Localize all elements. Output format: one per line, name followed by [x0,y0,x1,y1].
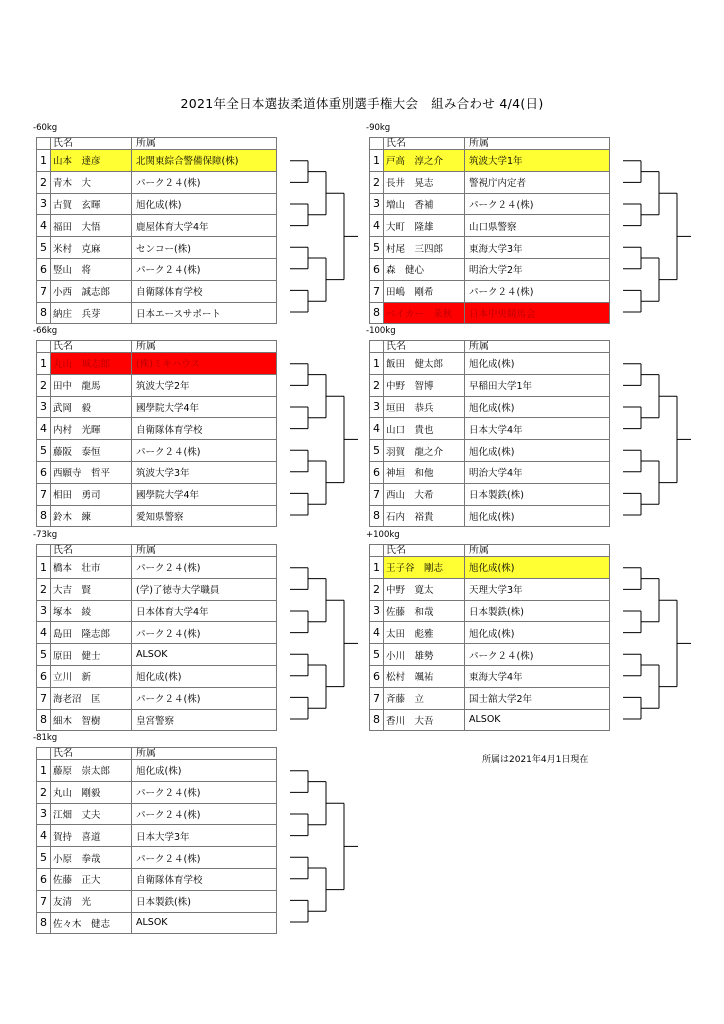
seed-number: 3 [37,193,51,215]
athlete-name: 香川 大吾 [384,709,465,731]
seed-number: 3 [370,600,384,622]
athlete-name: 米村 克麻 [51,237,132,259]
athlete-affiliation: 愛知県警察 [132,505,277,527]
athlete-affiliation: パーク２４(株) [132,622,277,644]
header-name: 氏名 [384,341,465,353]
seed-number: 1 [37,150,51,172]
seed-number: 1 [37,353,51,375]
athlete-name: 松村 颯祐 [384,665,465,687]
bracket-lines [36,137,156,337]
athlete-name: 大町 隆雄 [384,215,465,237]
seed-number: 7 [37,687,51,709]
weight-category: -81kg [33,733,58,743]
athlete-name: 海老沼 匡 [51,687,132,709]
seed-number: 4 [370,418,384,440]
athlete-affiliation: 筑波大学3年 [132,461,277,483]
seed-number: 4 [370,215,384,237]
header-affiliation: 所属 [465,545,610,557]
athlete-name: 田中 龍馬 [51,374,132,396]
athlete-affiliation: 自衛隊体育学校 [132,418,277,440]
athlete-name: 古賀 玄暉 [51,193,132,215]
athlete-name: 大吉 賢 [51,578,132,600]
athlete-affiliation: 國學院大学4年 [132,396,277,418]
athlete-affiliation: パーク２４(株) [465,193,610,215]
seed-number: 8 [370,505,384,527]
header-affiliation: 所属 [465,341,610,353]
athlete-name: 増山 香補 [384,193,465,215]
seed-number: 5 [37,644,51,666]
athlete-name: 小西 誠志郎 [51,280,132,302]
athlete-name: 小川 雄勢 [384,644,465,666]
bracket-lines [369,544,489,744]
athlete-affiliation: 天理大学3年 [465,578,610,600]
seed-number: 5 [370,440,384,462]
header-affiliation: 所属 [132,138,277,150]
athlete-name: 江畑 丈夫 [51,803,132,825]
athlete-name: 小原 拳哉 [51,847,132,869]
seed-number: 8 [37,709,51,731]
bracket-minus73kg [33,530,277,731]
athlete-name: 佐々木 健志 [51,912,132,934]
athlete-affiliation: センコー(株) [132,237,277,259]
athlete-name: 鈴木 練 [51,505,132,527]
bracket-lines [36,747,156,947]
header-name: 氏名 [51,138,132,150]
header-name: 氏名 [51,341,132,353]
bracket-lines [369,340,489,540]
seed-number: 8 [37,302,51,324]
athlete-affiliation: 旭化成(株) [465,440,610,462]
athlete-name: 佐藤 正大 [51,868,132,890]
bracket-lines [369,137,489,337]
seed-number: 2 [37,374,51,396]
seed-number: 1 [370,557,384,579]
athlete-name: 石内 裕貴 [384,505,465,527]
athlete-affiliation: 東海大学4年 [465,665,610,687]
athlete-affiliation: 山口県警察 [465,215,610,237]
athlete-affiliation: パーク２４(株) [465,644,610,666]
seed-number: 8 [37,505,51,527]
header-affiliation: 所属 [132,341,277,353]
seed-number: 6 [37,868,51,890]
athlete-name: 森 健心 [384,258,465,280]
athlete-affiliation: 日本大学3年 [132,825,277,847]
seed-number: 1 [370,353,384,375]
seed-number: 1 [37,557,51,579]
athlete-name: 佐藤 和哉 [384,600,465,622]
seed-number: 4 [37,215,51,237]
seed-number: 6 [370,461,384,483]
athlete-affiliation: 鹿屋体育大学4年 [132,215,277,237]
seed-number: 6 [370,665,384,687]
weight-category: -100kg [366,326,396,336]
page-title: 2021年全日本選抜柔道体重別選手権大会 組み合わせ 4/4(日) [180,96,544,111]
athlete-name: 長井 晃志 [384,171,465,193]
athlete-name: 賀持 喜道 [51,825,132,847]
athlete-affiliation: 旭化成(株) [132,760,277,782]
athlete-name: 福田 大悟 [51,215,132,237]
athlete-affiliation: 旭化成(株) [465,396,610,418]
bracket-plus100kg [366,530,610,731]
seed-number: 6 [37,461,51,483]
athlete-name: 納庄 兵芽 [51,302,132,324]
athlete-name: 島田 隆志郎 [51,622,132,644]
seed-number: 7 [370,280,384,302]
athlete-affiliation: 東海大学3年 [465,237,610,259]
seed-number: 3 [37,600,51,622]
athlete-affiliation: 自衛隊体育学校 [132,280,277,302]
athlete-affiliation: 旭化成(株) [465,353,610,375]
athlete-affiliation: ALSOK [132,912,277,934]
seed-number: 2 [370,374,384,396]
athlete-name: 竪山 将 [51,258,132,280]
athlete-name: 内村 光暉 [51,418,132,440]
seed-number: 8 [370,709,384,731]
athlete-name: 藤原 崇太郎 [51,760,132,782]
athlete-affiliation: 日本大学4年 [465,418,610,440]
seed-number: 6 [37,258,51,280]
athlete-affiliation: 旭化成(株) [465,622,610,644]
athlete-name: ベイカー 茉秋 [384,302,465,324]
athlete-name: 細木 智樹 [51,709,132,731]
athlete-affiliation: パーク２４(株) [132,557,277,579]
seed-number: 5 [370,644,384,666]
bracket-lines [36,544,156,744]
athlete-name: 戸高 淳之介 [384,150,465,172]
athlete-affiliation: 旭化成(株) [132,665,277,687]
athlete-name: 立川 新 [51,665,132,687]
header-name: 氏名 [384,138,465,150]
seed-number: 4 [37,622,51,644]
athlete-affiliation: ALSOK [132,644,277,666]
athlete-affiliation: 北関東綜合警備保障(株) [132,150,277,172]
athlete-affiliation: 筑波大学2年 [132,374,277,396]
weight-category: -90kg [366,123,391,133]
seed-number: 2 [37,171,51,193]
bracket-minus60kg [33,123,277,324]
athlete-affiliation: パーク２４(株) [465,280,610,302]
seed-number: 8 [370,302,384,324]
seed-number: 7 [370,687,384,709]
seed-number: 5 [370,237,384,259]
athlete-name: 中野 智博 [384,374,465,396]
header-name: 氏名 [51,748,132,760]
athlete-affiliation: 日本製鉄(株) [132,890,277,912]
athlete-name: 神垣 和他 [384,461,465,483]
header-affiliation: 所属 [132,545,277,557]
seed-number: 3 [370,396,384,418]
athlete-name: 原田 健士 [51,644,132,666]
header-affiliation: 所属 [465,138,610,150]
athlete-affiliation: パーク２４(株) [132,803,277,825]
athlete-affiliation: 日本製鉄(株) [465,600,610,622]
seed-number: 5 [37,237,51,259]
athlete-affiliation: 自衛隊体育学校 [132,868,277,890]
athlete-affiliation: (学)了徳寺大学職員 [132,578,277,600]
athlete-affiliation: パーク２４(株) [132,171,277,193]
athlete-name: 塚本 綾 [51,600,132,622]
athlete-name: 斉藤 立 [384,687,465,709]
header-affiliation: 所属 [132,748,277,760]
seed-number: 6 [370,258,384,280]
athlete-name: 山本 達彦 [51,150,132,172]
seed-number: 8 [37,912,51,934]
athlete-affiliation: 旭化成(株) [465,557,610,579]
seed-number: 2 [370,171,384,193]
seed-number: 2 [37,578,51,600]
bracket-minus81kg [33,733,277,934]
athlete-name: 村尾 三四郎 [384,237,465,259]
athlete-affiliation: パーク２４(株) [132,258,277,280]
weight-category: -60kg [33,123,58,133]
seed-number: 6 [37,665,51,687]
athlete-affiliation: 日本製鉄(株) [465,483,610,505]
athlete-affiliation: (株)ミキハウス [132,353,277,375]
athlete-affiliation: 日本体育大学4年 [132,600,277,622]
seed-number: 4 [37,825,51,847]
athlete-name: 丸山 城志郎 [51,353,132,375]
weight-category: -73kg [33,530,58,540]
seed-number: 1 [37,760,51,782]
athlete-affiliation: パーク２４(株) [132,781,277,803]
bracket-minus100kg [366,326,610,527]
affiliation-note: 所属は2021年4月1日現在 [482,755,589,765]
athlete-affiliation: 筑波大学1年 [465,150,610,172]
athlete-affiliation: パーク２４(株) [132,847,277,869]
athlete-name: 垣田 恭兵 [384,396,465,418]
seed-number: 4 [37,418,51,440]
athlete-name: 藤阪 泰恒 [51,440,132,462]
athlete-name: 橋本 壮市 [51,557,132,579]
athlete-name: 太田 彪雅 [384,622,465,644]
weight-category: +100kg [366,530,400,540]
athlete-affiliation: 明治大学4年 [465,461,610,483]
seed-number: 2 [370,578,384,600]
seed-number: 2 [37,781,51,803]
seed-number: 5 [37,847,51,869]
athlete-affiliation: 旭化成(株) [465,505,610,527]
seed-number: 4 [370,622,384,644]
athlete-affiliation: ALSOK [465,709,610,731]
seed-number: 5 [37,440,51,462]
athlete-affiliation: 警視庁内定者 [465,171,610,193]
athlete-affiliation: パーク２４(株) [132,687,277,709]
weight-category: -66kg [33,326,58,336]
header-name: 氏名 [384,545,465,557]
athlete-name: 武岡 毅 [51,396,132,418]
athlete-affiliation: 早稲田大学1年 [465,374,610,396]
seed-number: 3 [370,193,384,215]
seed-number: 1 [370,150,384,172]
bracket-minus90kg [366,123,610,324]
athlete-affiliation: 旭化成(株) [132,193,277,215]
seed-number: 7 [37,280,51,302]
athlete-name: 青木 大 [51,171,132,193]
seed-number: 3 [37,396,51,418]
athlete-name: 王子谷 剛志 [384,557,465,579]
athlete-affiliation: 国士舘大学2年 [465,687,610,709]
athlete-name: 西山 大希 [384,483,465,505]
athlete-affiliation: 皇宮警察 [132,709,277,731]
bracket-lines [36,340,156,540]
seed-number: 7 [370,483,384,505]
athlete-name: 丸山 剛毅 [51,781,132,803]
athlete-affiliation: 國學院大学4年 [132,483,277,505]
seed-number: 7 [37,890,51,912]
athlete-name: 中野 寛太 [384,578,465,600]
seed-number: 3 [37,803,51,825]
athlete-name: 友清 光 [51,890,132,912]
athlete-name: 相田 勇司 [51,483,132,505]
athlete-affiliation: 明治大学2年 [465,258,610,280]
athlete-name: 羽賀 龍之介 [384,440,465,462]
athlete-name: 西願寺 哲平 [51,461,132,483]
athlete-affiliation: パーク２４(株) [132,440,277,462]
athlete-name: 山口 貴也 [384,418,465,440]
athlete-name: 飯田 健太郎 [384,353,465,375]
seed-number: 7 [37,483,51,505]
bracket-minus66kg [33,326,277,527]
athlete-name: 田嶋 剛希 [384,280,465,302]
athlete-affiliation: 日本エースサポート [132,302,277,324]
athlete-affiliation: 日本中央競馬会 [465,302,610,324]
header-name: 氏名 [51,545,132,557]
